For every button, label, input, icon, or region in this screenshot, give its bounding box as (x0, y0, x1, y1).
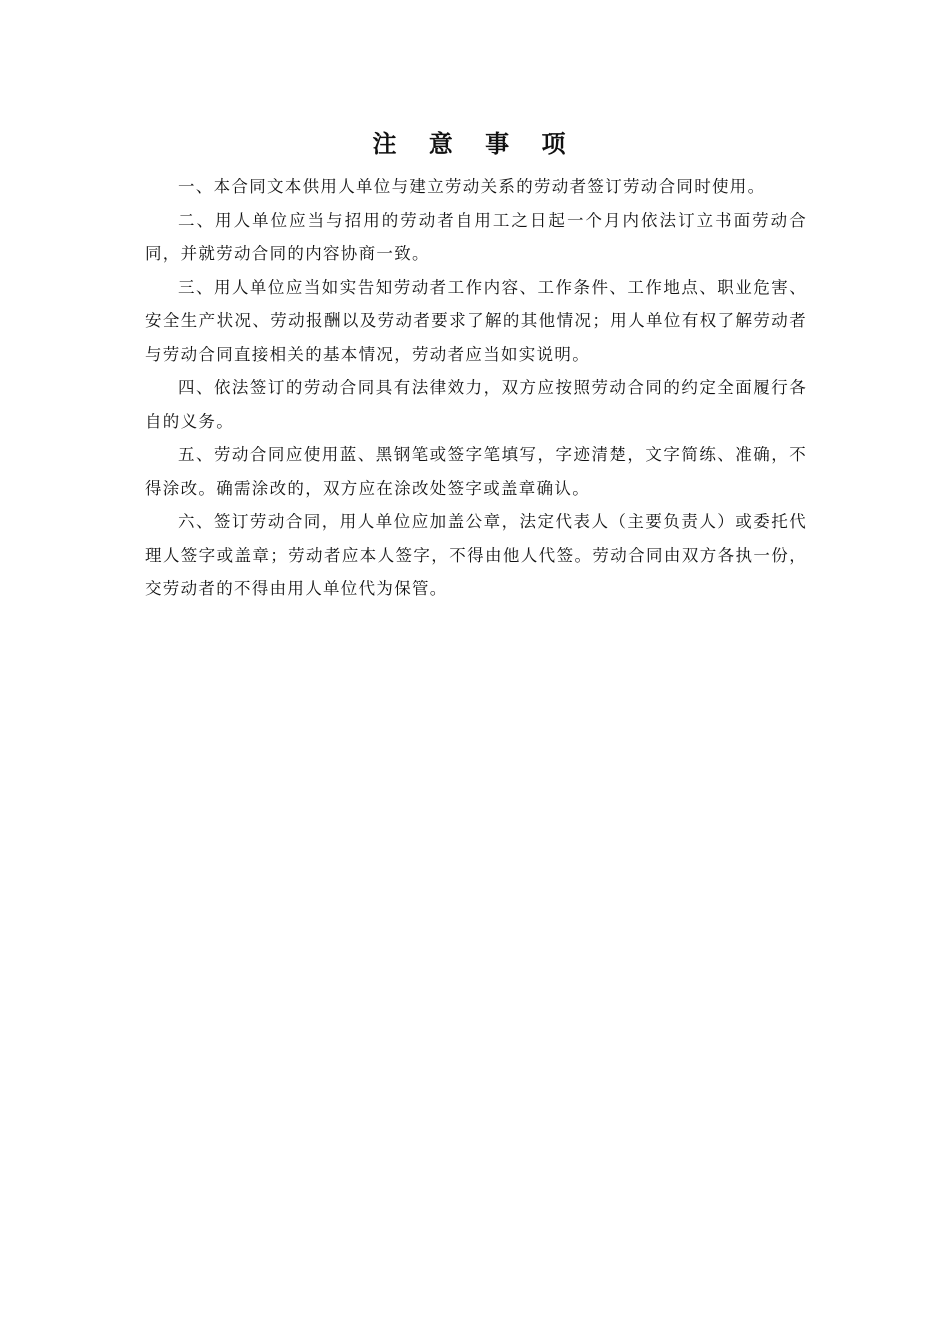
notice-paragraph-4: 四、依法签订的劳动合同具有法律效力，双方应按照劳动合同的约定全面履行各自的义务。 (145, 378, 807, 431)
notice-paragraph-6: 六、签订劳动合同，用人单位应加盖公章，法定代表人（主要负责人）或委托代理人签字或盖章；劳动者应本人签字，不得由他人代签。劳动合同由双方各执一份，交劳动者的不得由用人单位代为保管。 (145, 512, 807, 598)
notice-paragraph-1: 一、本合同文本供用人单位与建立劳动关系的劳动者签订劳动合同时使用。 (178, 177, 766, 196)
page-title: 注 意 事 项 (372, 129, 578, 158)
notice-paragraph-5: 五、劳动合同应使用蓝、黑钢笔或签字笔填写，字迹清楚，文字简练、准确，不得涂改。确需涂改的，双方应在涂改处签字或盖章确认。 (145, 445, 807, 498)
notice-paragraph-2: 二、用人单位应当与招用的劳动者自用工之日起一个月内依法订立书面劳动合同，并就劳动合同的内容协商一致。 (145, 210, 807, 263)
notice-body (145, 170, 807, 606)
notice-paragraph-3: 三、用人单位应当如实告知劳动者工作内容、工作条件、工作地点、职业危害、安全生产状况、劳动报酬以及劳动者要求了解的其他情况；用人单位有权了解劳动者与劳动合同直接相关的基本情况，劳动者应当如实说明。 (145, 277, 807, 364)
